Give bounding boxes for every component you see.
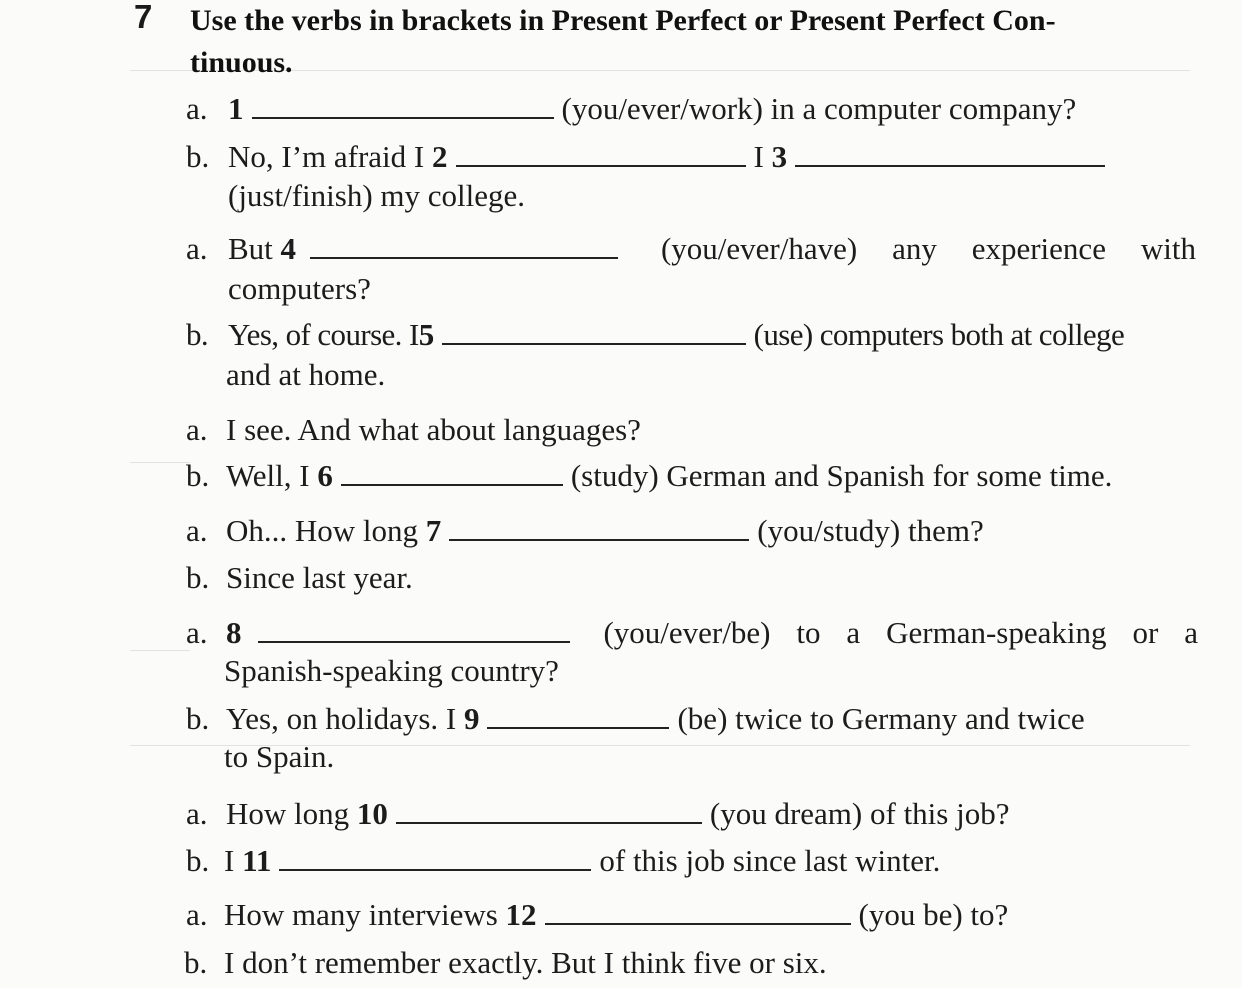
dialogue-line-14 xyxy=(186,700,1085,738)
speaker-label: b. xyxy=(186,317,209,352)
dialogue-line-1 xyxy=(186,90,1076,128)
line-text: I don’t remember exactly. But I think five or six. xyxy=(224,945,827,980)
verb-prompt: (use) computers both at college xyxy=(753,317,1125,352)
dialogue-line-16 xyxy=(186,795,1009,833)
answer-blank-10[interactable] xyxy=(396,796,702,824)
answer-blank-1[interactable] xyxy=(252,91,554,119)
dialogue-line-8 xyxy=(186,411,641,449)
line-text: with xyxy=(1140,231,1196,266)
dialogue-line-4-cont: computers? xyxy=(228,271,371,306)
dialogue-line-12 xyxy=(186,614,1198,652)
gap-number: 6 xyxy=(317,458,333,493)
line-text: Yes, on holidays. I xyxy=(226,701,457,736)
speaker-label: a. xyxy=(186,513,208,548)
gap-number: 5 xyxy=(418,317,434,352)
speaker-label: b. xyxy=(186,139,210,174)
gap-number: 1 xyxy=(228,91,244,126)
dialogue-line-14-cont: to Spain. xyxy=(224,739,335,774)
bleed-rule xyxy=(130,650,190,651)
instruction-line-2: tinuous. xyxy=(190,46,293,79)
answer-blank-6[interactable] xyxy=(341,458,563,486)
answer-blank-11[interactable] xyxy=(279,843,591,871)
line-text: a xyxy=(846,615,861,650)
line-text: or xyxy=(1132,615,1159,650)
dialogue-line-12-cont: Spanish-speaking country? xyxy=(224,653,559,688)
answer-blank-12[interactable] xyxy=(545,897,851,925)
answer-blank-9[interactable] xyxy=(487,701,669,729)
line-text: Well, I xyxy=(226,458,310,493)
verb-prompt: (you be) to? xyxy=(858,897,1009,932)
gap-number: 8 xyxy=(226,615,242,650)
dialogue-line-2 xyxy=(186,138,1113,176)
answer-blank-4[interactable] xyxy=(310,231,618,259)
gap-number: 12 xyxy=(505,897,537,932)
speaker-label: a. xyxy=(186,796,208,831)
line-text: Yes, of course. I xyxy=(228,317,419,352)
line-text: I xyxy=(753,139,764,174)
gap-number: 11 xyxy=(242,843,272,878)
line-text: German-speaking xyxy=(886,615,1107,650)
speaker-label: b. xyxy=(186,701,210,736)
verb-prompt: (be) twice to Germany and twice xyxy=(677,701,1085,736)
gap-number: 10 xyxy=(356,796,388,831)
verb-prompt: (you/ever/work) in a computer company? xyxy=(561,91,1077,126)
line-text: No, I’m afraid I xyxy=(228,139,425,174)
dialogue-line-2-cont: (just/finish) my college. xyxy=(228,178,526,213)
speaker-label: b. xyxy=(184,945,208,980)
speaker-label: b. xyxy=(186,843,210,878)
answer-blank-2[interactable] xyxy=(456,139,746,167)
dialogue-line-11 xyxy=(186,559,413,597)
verb-prompt: (you/ever/be) xyxy=(603,615,771,650)
verb-prompt: (you dream) of this job? xyxy=(709,796,1010,831)
gap-number: 7 xyxy=(425,513,442,548)
gap-number: 3 xyxy=(771,139,788,174)
dialogue-line-6-cont: and at home. xyxy=(226,357,386,392)
gap-number: 4 xyxy=(280,231,297,266)
line-text: I xyxy=(224,843,235,878)
gap-number: 9 xyxy=(463,701,480,736)
dialogue-line-4 xyxy=(186,230,1196,268)
line-text: But xyxy=(228,231,273,266)
answer-blank-3[interactable] xyxy=(795,139,1105,167)
line-text: How many interviews xyxy=(224,897,498,932)
dialogue-line-19 xyxy=(184,944,827,982)
dialogue-line-18 xyxy=(186,896,1008,934)
speaker-label: a. xyxy=(186,91,208,126)
line-text: to xyxy=(796,615,821,650)
speaker-label: a. xyxy=(186,412,208,447)
verb-prompt: (study) German and Spanish for some time. xyxy=(570,458,1113,493)
line-text: How long xyxy=(226,796,350,831)
speaker-label: a. xyxy=(186,897,208,932)
speaker-label: a. xyxy=(186,231,208,266)
line-text: of this job since last winter. xyxy=(599,843,941,878)
answer-blank-8[interactable] xyxy=(258,615,570,643)
line-text: a xyxy=(1184,615,1198,650)
dialogue-line-6 xyxy=(186,316,1124,354)
line-text: any xyxy=(892,231,937,266)
bleed-rule xyxy=(130,462,190,463)
speaker-label: b. xyxy=(186,458,210,493)
exercise-number: 7 xyxy=(134,0,153,35)
line-text: Oh... How long xyxy=(226,513,419,548)
speaker-label: a. xyxy=(186,615,208,650)
line-text: Since last year. xyxy=(226,560,413,595)
answer-blank-7[interactable] xyxy=(449,513,749,541)
dialogue-line-17 xyxy=(186,842,940,880)
answer-blank-5[interactable] xyxy=(442,317,746,345)
gap-number: 2 xyxy=(432,139,448,174)
speaker-label: b. xyxy=(186,560,210,595)
verb-prompt: (you/study) them? xyxy=(757,513,984,548)
instruction-line-1: Use the verbs in brackets in Present Perfect or Present Perfect Con- xyxy=(190,4,1056,37)
exercise-instruction xyxy=(190,0,1200,84)
dialogue-line-9 xyxy=(186,457,1112,495)
dialogue-line-10 xyxy=(186,512,984,550)
verb-prompt: (you/ever/have) xyxy=(660,231,858,266)
line-text: I see. And what about languages? xyxy=(226,412,641,447)
line-text: experience xyxy=(971,231,1106,266)
